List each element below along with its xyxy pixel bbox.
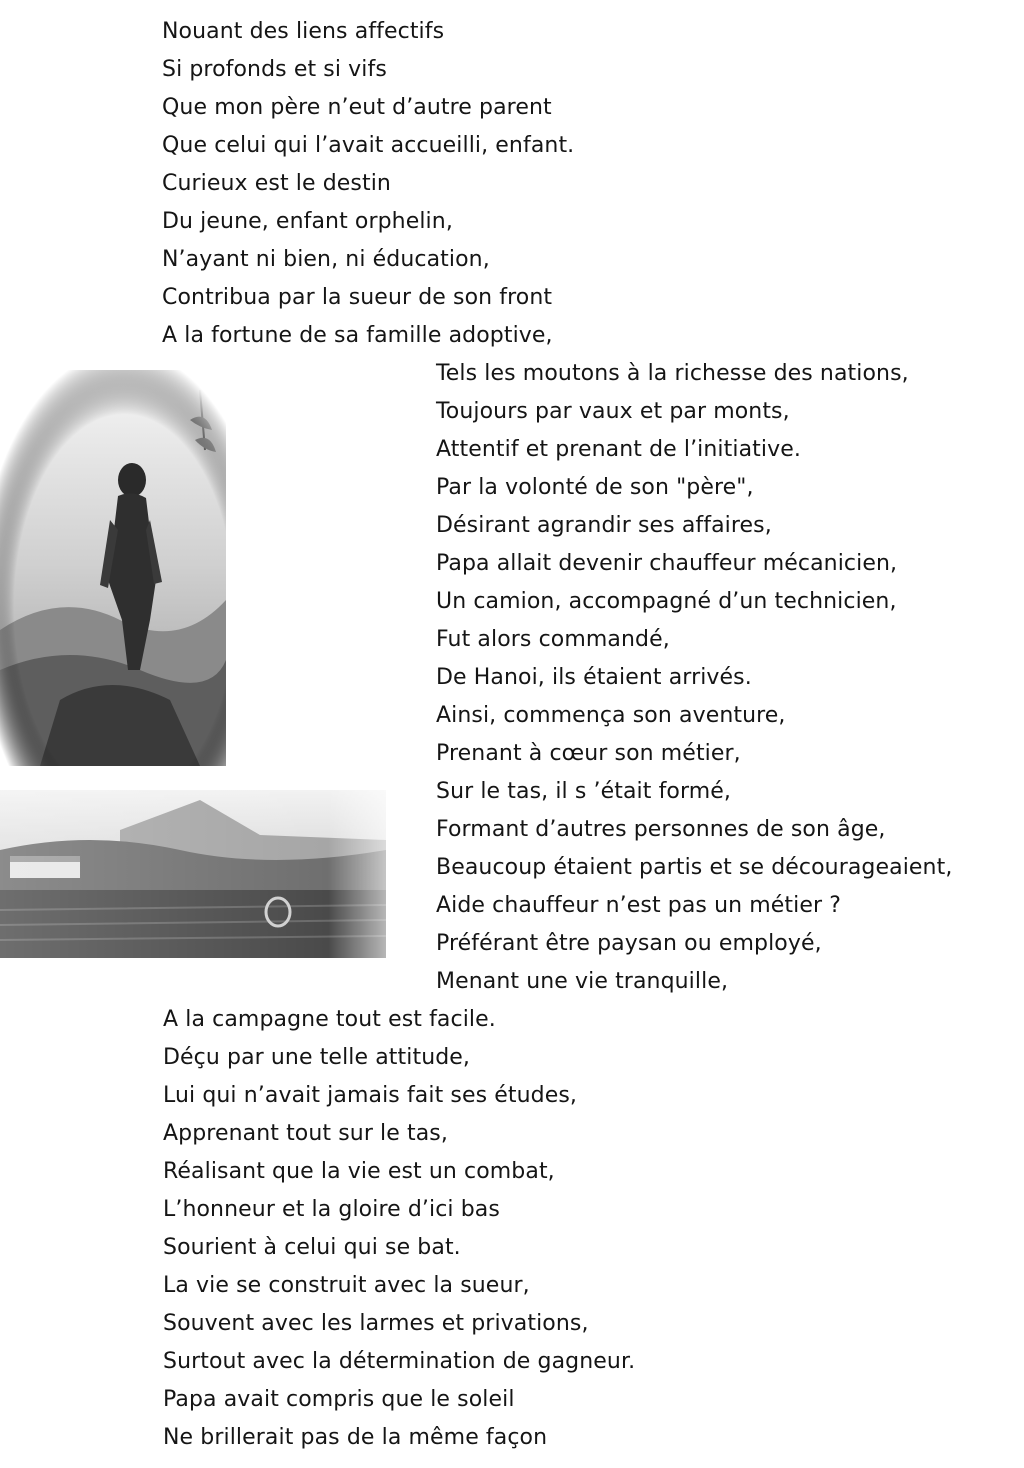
poem-line: Ainsi, commença son aventure, — [436, 703, 786, 728]
poem-line: Aide chauffeur n’est pas un métier ? — [436, 893, 842, 918]
poem-line: La vie se construit avec la sueur, — [163, 1273, 530, 1298]
poem-line: Contribua par la sueur de son front — [162, 285, 553, 310]
poem-line: Ne brillerait pas de la même façon — [163, 1425, 548, 1450]
poem-line: Un camion, accompagné d’un technicien, — [436, 589, 897, 614]
poem-line: Déçu par une telle attitude, — [163, 1045, 471, 1070]
poem-line: Fut alors commandé, — [436, 627, 670, 652]
poem-line: A la fortune de sa famille adoptive, — [162, 323, 553, 348]
poem-line: Apprenant tout sur le tas, — [163, 1121, 448, 1146]
poem-line: Papa avait compris que le soleil — [163, 1387, 515, 1412]
poem-line: Prenant à cœur son métier, — [436, 741, 741, 766]
poem-line: Que celui qui l’avait accueilli, enfant. — [162, 133, 575, 158]
poem-line: Beaucoup étaient partis et se décourageaient, — [436, 855, 953, 880]
poem-line: Toujours par vaux et par monts, — [436, 399, 790, 424]
poem-line: Attentif et prenant de l’initiative. — [436, 437, 801, 462]
photo-standing-man — [0, 370, 226, 766]
poem-line: Tels les moutons à la richesse des nations, — [436, 361, 909, 386]
poem-line: Formant d’autres personnes de son âge, — [436, 817, 886, 842]
poem-line: Réalisant que la vie est un combat, — [163, 1159, 555, 1184]
poem-line: Papa allait devenir chauffeur mécanicien, — [436, 551, 898, 576]
poem-line: Préférant être paysan ou employé, — [436, 931, 822, 956]
poem-line: Que mon père n’eut d’autre parent — [162, 95, 552, 120]
photo-landscape — [0, 790, 386, 958]
poem-line: Menant une vie tranquille, — [436, 969, 729, 994]
poem-line: Par la volonté de son "père", — [436, 475, 754, 500]
poem-line: De Hanoi, ils étaient arrivés. — [436, 665, 752, 690]
poem-line: Surtout avec la détermination de gagneur. — [163, 1349, 636, 1374]
poem-line: A la campagne tout est facile. — [163, 1007, 496, 1032]
poem-line: Du jeune, enfant orphelin, — [162, 209, 453, 234]
poem-line: Désirant agrandir ses affaires, — [436, 513, 772, 538]
poem-line: Nouant des liens affectifs — [162, 19, 445, 44]
poem-line: Si profonds et si vifs — [162, 57, 387, 82]
poem-line: Souvent avec les larmes et privations, — [163, 1311, 589, 1336]
poem-line: Lui qui n’avait jamais fait ses études, — [163, 1083, 578, 1108]
poem-line: Curieux est le destin — [162, 171, 391, 196]
poem-line: Sourient à celui qui se bat. — [163, 1235, 461, 1260]
poem-line: L’honneur et la gloire d’ici bas — [163, 1197, 500, 1222]
poem-line: Sur le tas, il s ’était formé, — [436, 779, 732, 804]
poem-line: N’ayant ni bien, ni éducation, — [162, 247, 490, 272]
